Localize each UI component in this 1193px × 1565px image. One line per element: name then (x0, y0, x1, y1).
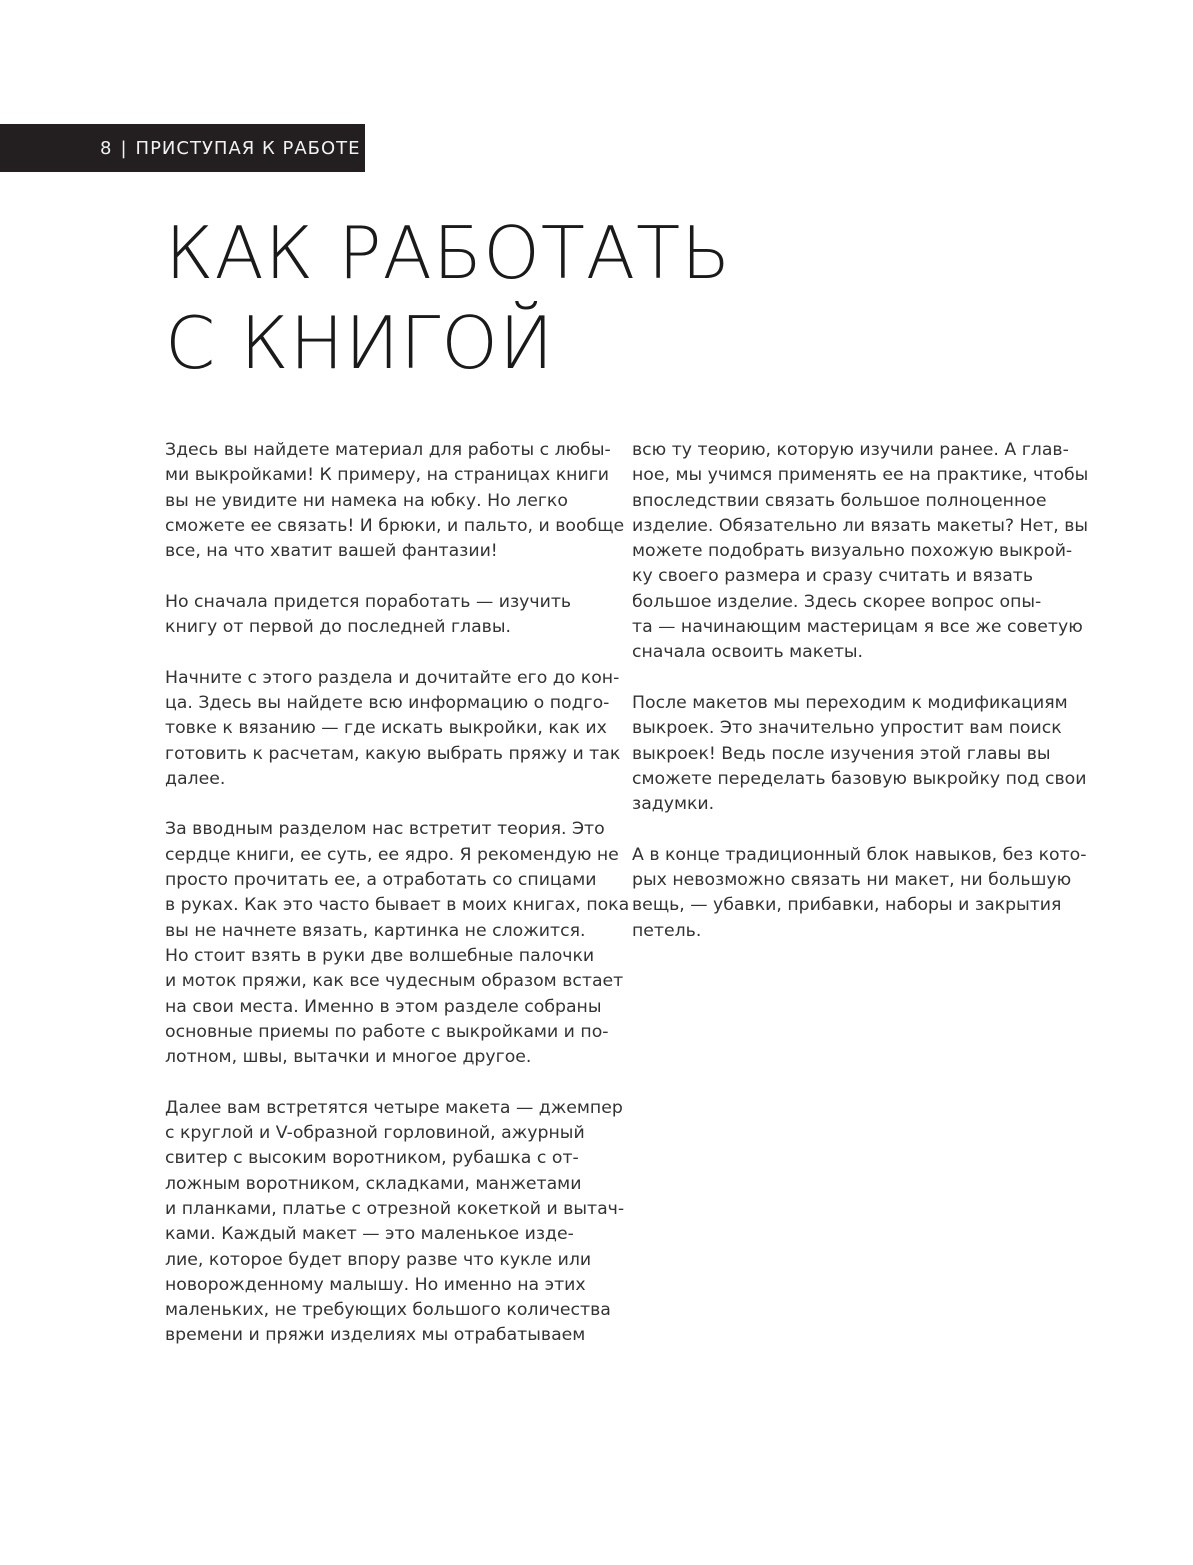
text-line: задумки. (632, 794, 715, 815)
text-line: и моток пряжи, как все чудесным образом встает (165, 971, 624, 992)
text-line: петель. (632, 920, 702, 941)
paragraph (632, 691, 1087, 817)
text-line: За вводным разделом нас встретит теория. Это (165, 819, 605, 840)
text-line: в руках. Как это часто бывает в моих книгах, пока (165, 895, 630, 916)
text-line: впоследствии связать большое полноценное (632, 490, 1047, 511)
text-line: времени и пряжи изделиях мы отрабатываем (165, 1325, 586, 1346)
section-name: ПРИСТУПАЯ К РАБОТЕ (135, 137, 361, 159)
text-line: с круглой и V-образной горловиной, ажурный (165, 1123, 585, 1144)
text-line: рых невозможно связать ни макет, ни большую (632, 870, 1072, 891)
text-line: лотном, швы, вытачки и многое другое. (165, 1047, 532, 1068)
text-line: далее. (165, 768, 226, 789)
text-line: выкроек! Ведь после изучения этой главы вы (632, 743, 1051, 764)
paragraph (632, 843, 1087, 944)
text-line: ложным воротником, складками, манжетами (165, 1173, 582, 1194)
text-line: вы не увидите ни намека на юбку. Но легко (165, 490, 568, 511)
text-line: ку своего размера и сразу считать и вязать (632, 566, 1034, 587)
text-line: А в конце традиционный блок навыков, без кото- (632, 844, 1087, 865)
text-line: изделие. Обязательно ли вязать макеты? Нет, вы (632, 515, 1089, 536)
text-line: ное, мы учимся применять ее на практике, чтобы (632, 465, 1089, 486)
text-line: большое изделие. Здесь скорее вопрос опы- (632, 591, 1042, 612)
paragraph (632, 438, 1089, 666)
text-line: на свои места. Именно в этом разделе собраны (165, 996, 602, 1017)
text-line: всю ту теорию, которую изучили ранее. А глав- (632, 440, 1069, 460)
text-line: лие, которое будет впору разве что кукле или (165, 1249, 592, 1270)
text-line: сердце книги, ее суть, ее ядро. Я рекомендую не (165, 844, 619, 865)
page-number: 8 (100, 137, 113, 159)
text-line: сможете переделать базовую выкройку под свои (632, 768, 1087, 789)
text-line: выкроек. Это значительно упростит вам поиск (632, 718, 1062, 739)
text-line: та — начинающим мастерицам я все же советую (632, 617, 1083, 638)
paragraph (165, 817, 630, 1070)
header-separator: | (120, 137, 128, 159)
text-line: просто прочитать ее, а отработать со спицами (165, 870, 597, 891)
text-line: маленьких, не требующих большого количества (165, 1300, 611, 1321)
text-line: сначала освоить макеты. (632, 642, 864, 663)
text-line: Начните с этого раздела и дочитайте его до кон- (165, 667, 620, 688)
text-line: Но сначала придется поработать — изучить (165, 591, 572, 612)
text-line: все, на что хватит вашей фантазии! (165, 541, 498, 562)
text-line: сможете ее связать! И брюки, и пальто, и вообще (165, 515, 625, 536)
text-line: Далее вам встретятся четыре макета — джемпер (165, 1097, 623, 1118)
text-line: товке к вязанию — где искать выкройки, как их (165, 718, 607, 739)
text-line: Здесь вы найдете материал для работы с любы- (165, 440, 611, 460)
text-line: вы не начнете вязать, картинка не сложится. (165, 920, 586, 941)
text-line: основные приемы по работе с выкройками и по- (165, 1021, 609, 1042)
text-line: После макетов мы переходим к модификациям (632, 692, 1068, 713)
page-title (165, 208, 732, 388)
paragraph (165, 666, 621, 792)
text-line: готовить к расчетам, какую выбрать пряжу и так (165, 743, 621, 764)
text-line: свитер с высоким воротником, рубашка с от- (165, 1148, 579, 1169)
title-line-2: С КНИГОЙ (165, 301, 555, 385)
text-line: книгу от первой до последней главы. (165, 617, 511, 638)
text-line: и планками, платье с отрезной кокеткой и вытач- (165, 1198, 625, 1219)
text-line: ками. Каждый макет — это маленькое изде- (165, 1224, 574, 1245)
text-line: можете подобрать визуально похожую выкрой- (632, 541, 1073, 562)
title-line-1: КАК РАБОТАТЬ (165, 211, 732, 295)
running-header (0, 124, 365, 172)
text-line: ца. Здесь вы найдете всю информацию о подго- (165, 692, 610, 713)
paragraph (165, 438, 625, 564)
paragraph (165, 1096, 625, 1349)
left-text-column (165, 438, 630, 1374)
right-text-column (632, 438, 1089, 969)
text-line: Но стоит взять в руки две волшебные палочки (165, 945, 595, 966)
text-line: ми выкройками! К примеру, на страницах книги (165, 465, 610, 486)
paragraph (165, 590, 605, 641)
text-line: вещь, — убавки, прибавки, наборы и закрытия (632, 895, 1062, 916)
text-line: новорожденному малышу. Но именно на этих (165, 1274, 586, 1295)
